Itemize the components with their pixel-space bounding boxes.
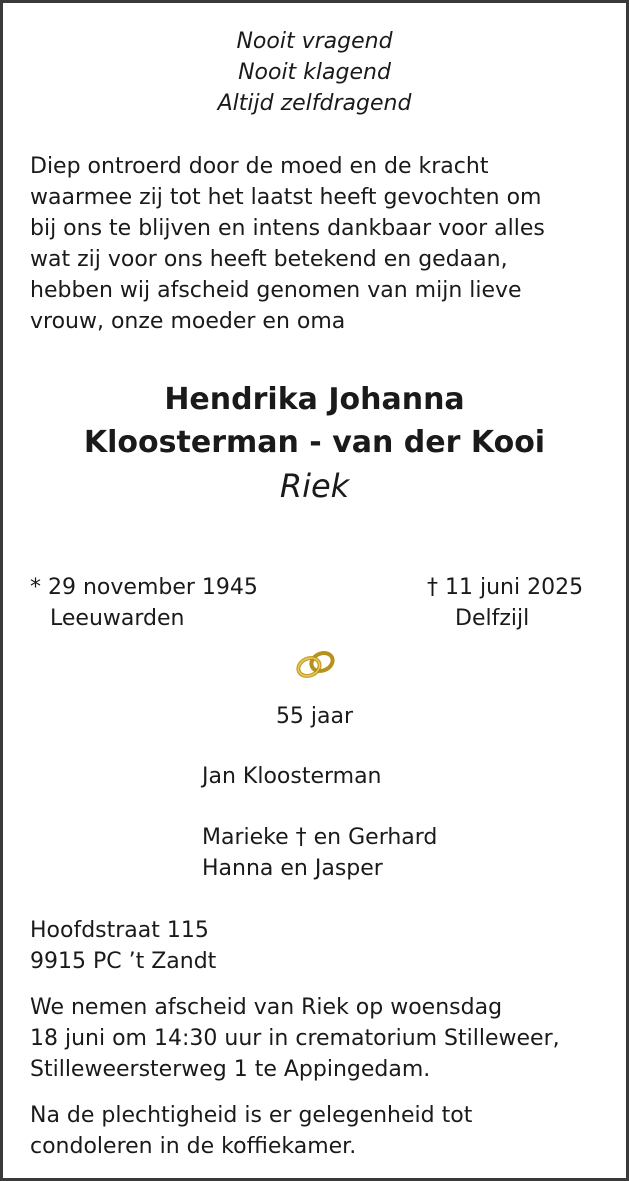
- condolence-line-2: condoleren in de koffiekamer.: [30, 1134, 357, 1159]
- intro-line-5: hebben wij afscheid genomen van mijn lieve: [30, 278, 522, 303]
- address-line-1: Hoofdstraat 115: [30, 918, 209, 943]
- intro-line-2: waarmee zij tot het laatst heeft gevochten om: [30, 185, 542, 210]
- child-line-2: Hanna en Jasper: [202, 856, 383, 881]
- birth-date: * 29 november 1945: [30, 575, 258, 600]
- death-date: † 11 juni 2025: [427, 575, 584, 600]
- farewell-line-1: We nemen afscheid van Riek op woensdag: [30, 995, 503, 1020]
- intro-line-3: bij ons te blijven en intens dankbaar voor alles: [30, 216, 545, 241]
- motto-line-1: Nooit vragend: [236, 29, 393, 54]
- intro-line-6: vrouw, onze moeder en oma: [30, 309, 346, 334]
- deceased-nickname: Riek: [279, 467, 350, 505]
- spouse-name: Jan Kloosterman: [202, 764, 382, 789]
- birth-place: Leeuwarden: [50, 606, 185, 631]
- death-place: Delfzijl: [455, 606, 530, 631]
- child-line-1: Marieke † en Gerhard: [202, 825, 438, 850]
- intro-line-4: wat zij voor ons heeft betekend en gedaan,: [30, 247, 508, 272]
- marriage-years: 55 jaar: [275, 704, 354, 729]
- farewell-line-3: Stilleweersterweg 1 te Appingedam.: [30, 1057, 431, 1082]
- farewell-line-2: 18 juni om 14:30 uur in crematorium Stilleweer,: [30, 1026, 560, 1051]
- condolence-line-1: Na de plechtigheid is er gelegenheid tot: [30, 1103, 473, 1128]
- intro-line-1: Diep ontroerd door de moed en de kracht: [30, 154, 489, 179]
- deceased-given-names: Hendrika Johanna: [164, 382, 465, 417]
- motto-line-2: Nooit klagend: [238, 60, 391, 85]
- address-line-2: 9915 PC ’t Zandt: [30, 949, 217, 974]
- deceased-surname: Kloosterman - van der Kooi: [83, 425, 546, 460]
- motto-line-3: Altijd zelfdragend: [217, 91, 412, 116]
- wedding-rings-icon: [292, 648, 340, 682]
